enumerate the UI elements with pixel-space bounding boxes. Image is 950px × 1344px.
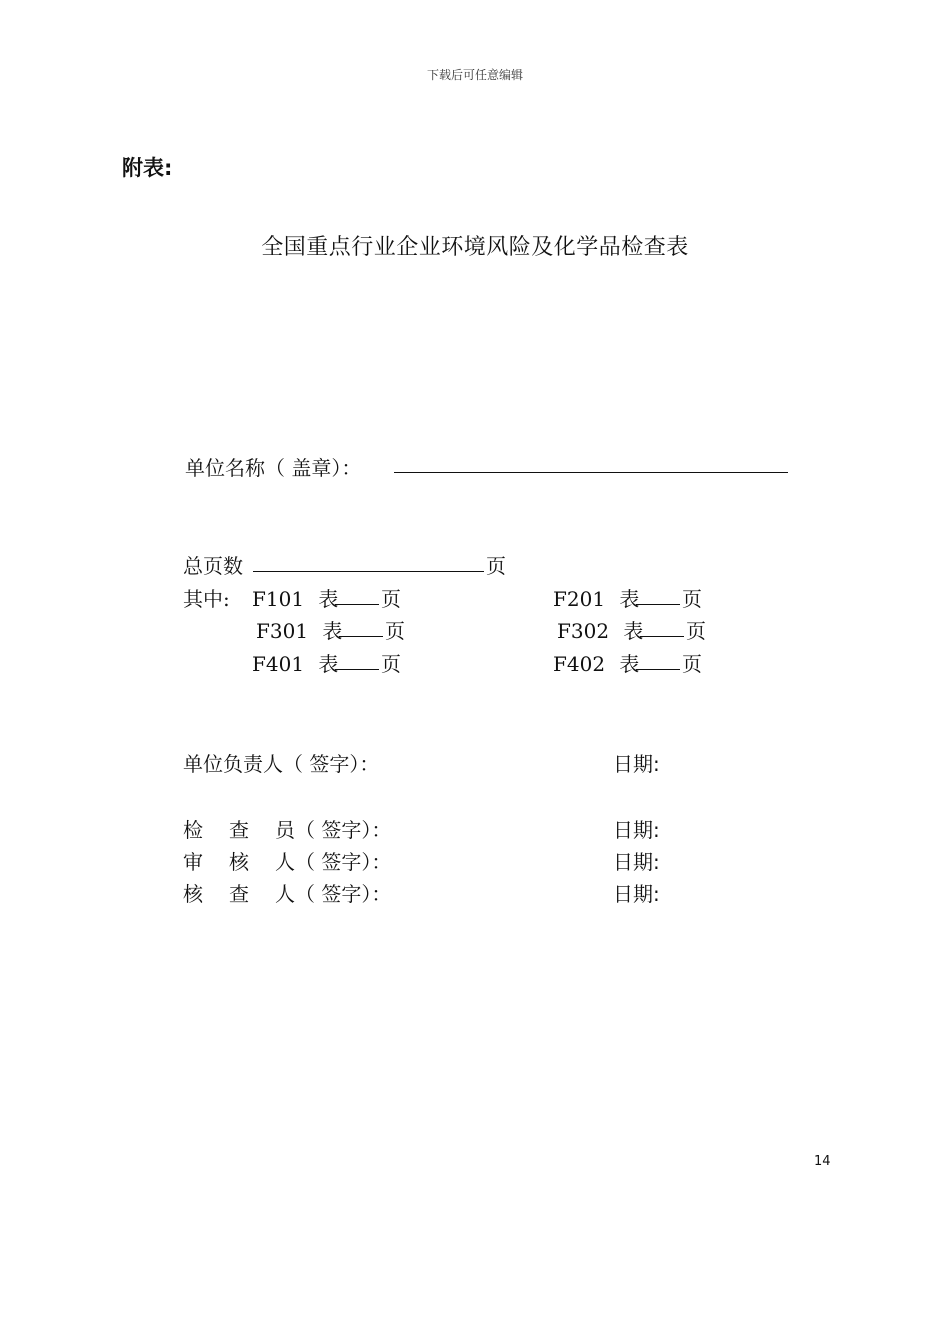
page-number: 14 [814,1154,831,1169]
form-code: F201 [553,587,606,611]
role-char: 人 [275,850,295,874]
form-f201 [553,583,639,612]
form-label: 表 [318,652,339,676]
form-f201-unit: 页 [682,587,702,611]
form-f301 [256,615,342,644]
unit-name-line[interactable] [394,472,788,473]
form-f201-line[interactable] [636,604,680,605]
role-char: 查 [229,818,249,842]
signature-inspector [183,814,391,843]
form-f302 [557,615,643,644]
header-note: 下载后可任意编辑 [426,68,523,82]
total-pages-unit: 页 [486,554,506,578]
form-code: F101 [252,587,305,611]
form-label: 表 [623,619,644,643]
form-f401-unit: 页 [381,652,401,676]
form-code: F401 [252,652,305,676]
form-label: 表 [322,619,343,643]
form-f402-line[interactable] [636,669,680,670]
form-f402 [553,648,639,677]
signature-date-label: 日期: [613,850,660,874]
role-suffix: （ 签字）： [295,818,392,842]
form-f101-line[interactable] [335,604,379,605]
form-f301-line[interactable] [339,636,383,637]
form-f402-unit: 页 [682,652,702,676]
role-suffix: （ 签字）： [295,850,392,874]
total-pages-label: 总页数 [183,554,243,578]
among-label: 其中: [183,587,230,611]
role-char: 检 [183,818,203,842]
role-char: 人 [275,882,295,906]
role-char: 员 [275,818,295,842]
signature-date-label: 日期: [613,818,660,842]
role-char: 审 [183,850,203,874]
signature-verifier [183,878,391,907]
form-f101 [252,583,338,612]
unit-name-label: 单位名称（ 盖章）： [185,456,362,480]
total-pages-line[interactable] [253,571,484,572]
form-f301-unit: 页 [385,619,405,643]
role-char: 查 [229,882,249,906]
form-f302-line[interactable] [640,636,684,637]
form-f401 [252,648,338,677]
form-label: 表 [619,652,640,676]
form-f401-line[interactable] [335,669,379,670]
document-title: 全国重点行业企业环境风险及化学品检查表 [261,235,689,260]
form-f101-unit: 页 [381,587,401,611]
appendix-label: 附表: [122,156,173,180]
form-label: 表 [619,587,640,611]
role-char: 核 [183,882,203,906]
form-code: F302 [557,619,610,643]
form-code: F402 [553,652,606,676]
signature-date-label: 日期: [613,882,660,906]
signature-responsible-person: 单位负责人（ 签字）： [183,752,380,776]
signature-date-label: 日期: [613,752,660,776]
form-code: F301 [256,619,309,643]
form-label: 表 [318,587,339,611]
role-suffix: （ 签字）： [295,882,392,906]
role-char: 核 [229,850,249,874]
form-f302-unit: 页 [686,619,706,643]
signature-reviewer [183,846,391,875]
